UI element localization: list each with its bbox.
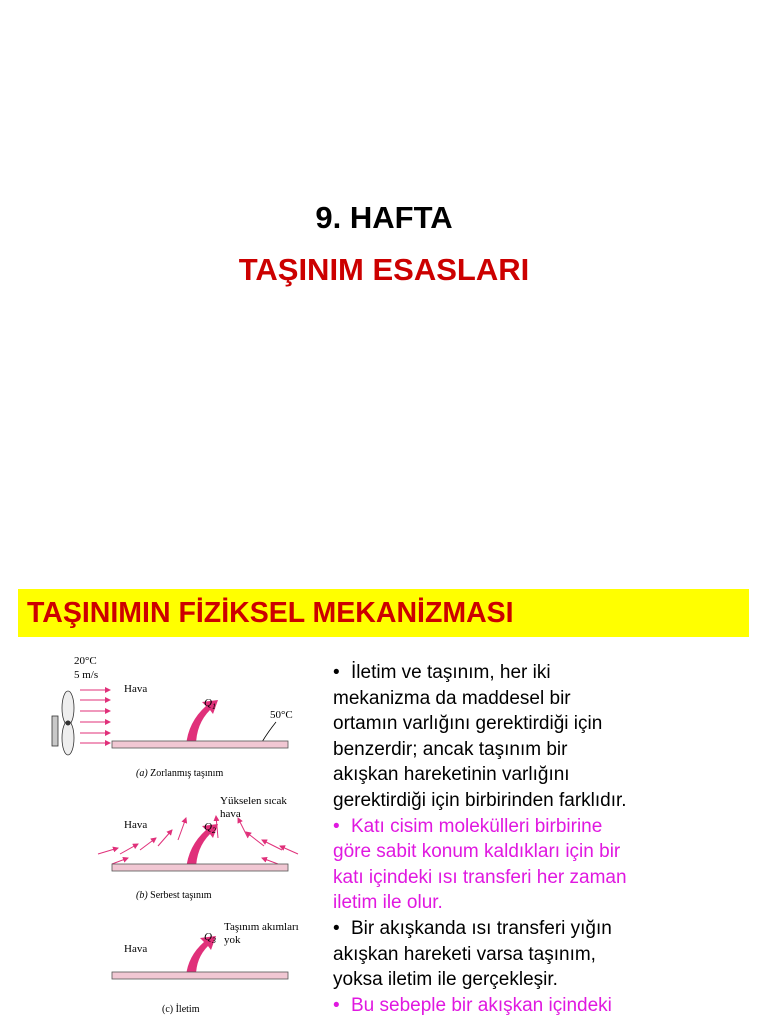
surface-temperature-label: 50°C xyxy=(270,709,293,721)
bullet-line: katı içindeki ısı transferi her zaman xyxy=(333,866,627,888)
heat-q3-label: $Q_3$ xyxy=(204,931,216,945)
bullet-dot: • xyxy=(333,662,340,683)
panel-conduction xyxy=(112,921,299,1015)
bullet-line: Katı cisim molekülleri birbirine xyxy=(351,815,603,837)
bullet-dot: • xyxy=(333,994,340,1016)
bullet-line: mekanizma da maddesel bir xyxy=(333,687,571,709)
bullet-dot: • xyxy=(333,917,340,939)
bullet-item xyxy=(333,660,763,814)
bullet-list xyxy=(333,660,763,1018)
caption-a: (a) Zorlanmış taşınım xyxy=(136,768,224,779)
rising-air-label: Yükselen sıcak xyxy=(220,795,287,807)
no-currents-label: Taşınım akımları xyxy=(224,921,299,933)
bullet-line: akışkan hareketi varsa taşınım, xyxy=(333,943,596,965)
heat-q2-label: $Q_2$ xyxy=(204,821,216,835)
fluid-label-c: Hava xyxy=(124,943,148,955)
bullet-item xyxy=(333,814,763,916)
fan-icon xyxy=(52,691,74,755)
airflow-arrows xyxy=(80,690,110,743)
bullet-line: ortamın varlığını gerektirdiği için xyxy=(333,713,603,735)
bullet-line: Bir akışkanda ısı transferi yığın xyxy=(351,917,612,939)
bullet-item xyxy=(333,993,763,1019)
bullet-line: iletim ile olur. xyxy=(333,892,443,914)
panel-natural-convection xyxy=(98,795,298,901)
week-title: 9. HAFTA xyxy=(315,200,453,235)
hot-plate-c xyxy=(112,972,288,979)
convection-diagram xyxy=(40,650,320,1024)
fluid-label-a: Hava xyxy=(124,683,148,695)
surface-pointer xyxy=(262,722,276,742)
panel-forced-convection xyxy=(52,655,293,779)
section-title: TAŞINIMIN FİZİKSEL MEKANİZMASI xyxy=(27,597,514,629)
no-currents-label-2: yok xyxy=(224,934,241,946)
bullet-line: akışkan hareketinin varlığını xyxy=(333,764,570,786)
convection-figure xyxy=(40,650,320,1024)
bullet-line: yoksa iletim ile gerçekleşir. xyxy=(333,969,558,991)
hot-plate-b xyxy=(112,864,288,871)
bullet-line: Bu sebeple bir akışkan içindeki xyxy=(351,994,612,1016)
caption-b: (b) Serbest taşınım xyxy=(136,890,212,901)
bullet-line: İletim ve taşınım, her iki xyxy=(351,662,551,683)
bullet-line: göre sabit konum kaldıkları için bir xyxy=(333,841,621,863)
heat-q1-label: $Q_1$ xyxy=(204,697,216,711)
bullet-line: benzerdir; ancak taşınım bir xyxy=(333,738,568,760)
rising-air-label-2: hava xyxy=(220,808,241,820)
fluid-label-b: Hava xyxy=(124,819,148,831)
topic-title: TAŞINIM ESASLARI xyxy=(238,252,530,287)
air-velocity-label: 5 m/s xyxy=(74,669,99,681)
hot-plate-a xyxy=(112,741,288,748)
bullet-line: gerektirdiği için birbirinden farklıdır. xyxy=(333,789,627,811)
section-banner xyxy=(18,589,749,637)
caption-c: (c) İletim xyxy=(162,1004,200,1015)
air-temperature-label: 20°C xyxy=(74,655,97,667)
bullet-dot: • xyxy=(333,815,340,837)
bullet-item xyxy=(333,916,763,993)
